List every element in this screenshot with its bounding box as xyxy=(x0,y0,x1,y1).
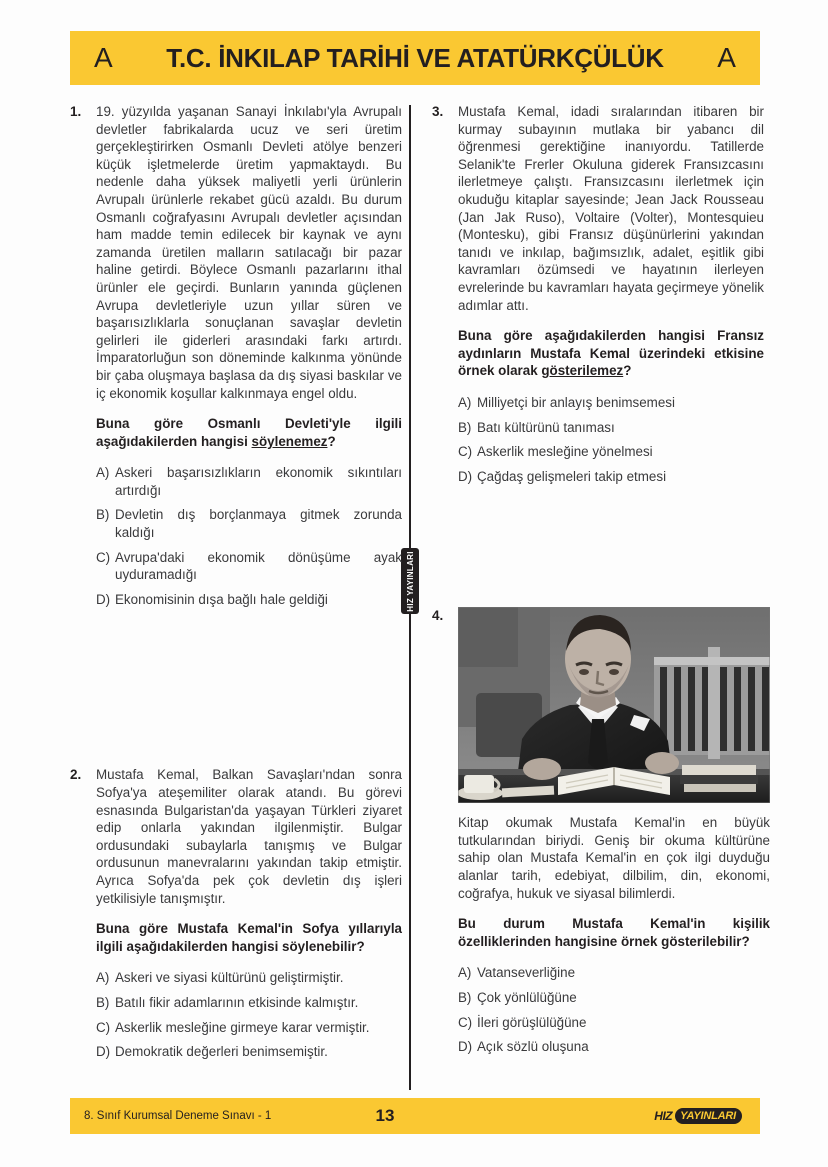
option-letter: C) xyxy=(96,1019,111,1035)
question-3-prompt-underlined: gösterilemez xyxy=(541,363,624,379)
question-3-prompt xyxy=(458,327,764,380)
option-text: Devletin dış borçlanmaya gitmek zorunda kaldığı xyxy=(115,507,402,541)
question-3-prompt-before: Buna göre aşağıdakilerden hangisi Fransız aydınların Mustafa Kemal üzerindeki etkisine örnek olarak xyxy=(458,328,764,379)
question-3-number: 3. xyxy=(432,104,444,119)
option-text: Askeri başarısızlıkların ekonomik sıkıntıları artırdığı xyxy=(115,465,402,498)
question-3-prompt-after: ? xyxy=(623,363,632,379)
question-3-option-b[interactable] xyxy=(458,419,764,437)
option-letter: A) xyxy=(458,394,472,410)
question-4-options xyxy=(458,964,770,1055)
option-text: Batılı fikir adamlarının etkisinde kalmıştır. xyxy=(115,994,359,1010)
option-text: Batı kültürünü tanıması xyxy=(477,419,615,435)
question-4-option-d[interactable] xyxy=(458,1038,770,1056)
question-1-passage: 19. yüzyılda yaşanan Sanayi İnkılabı'yla Avrupalı devletler fabrikalarda ucuz ve seri üretim gerçekleştirirken Osmanlı Devleti atölye benzeri küçük işletmelerde üretim yapmaktaydı. Bu nedenle daha yüksek maliyetli yerli ürünlerin Avrupalı ürünlerle rekabet gücü azaldı. Bu durum Osmanlı coğrafyasını Avrupalı devletler açısından ham madde temin edilecek bir kaynak ve aynı zamanda üretilen malların satılacağı bir pazar haline getirdi. Böylece Osmanlı pazarlarını ithal ürünler ele geçirdi. Bunların yanında güçlenen Avrupa devletleriyle uzun yıllar süren ve başarısızlıklarla sonuçlanan savaşlar devletin gelirleri ile giderleri arasındaki farkı artırdı. İmparatorluğun son döneminde kalkınma yönünde bir çaba oluşmaya başlasa da dış siyasi baskılar ve iç ekonomik koşullar kalkınmaya engel oldu. xyxy=(96,104,402,401)
option-letter: D) xyxy=(458,468,473,484)
option-text: Milliyetçi bir anlayış benimsemesi xyxy=(477,394,675,410)
question-2-option-c[interactable] xyxy=(96,1019,402,1037)
divider-publisher-logo xyxy=(401,548,419,614)
option-text: Avrupa'daki ekonomik dönüşüme ayak uyduramadığı xyxy=(115,549,402,583)
question-2-options xyxy=(96,969,402,1060)
question-1-option-b[interactable] xyxy=(96,506,402,541)
option-letter: C) xyxy=(458,444,473,460)
option-text: İleri görüşlülüğüne xyxy=(477,1014,587,1030)
question-3 xyxy=(432,103,764,485)
option-text: Demokratik değerleri benimsemiştir. xyxy=(115,1044,328,1060)
page-title: T.C. İNKILAP TARİHİ VE ATATÜRKÇÜLÜK xyxy=(166,42,664,73)
page-header xyxy=(70,31,760,85)
question-2 xyxy=(70,766,402,1060)
option-text: Vatanseverliğine xyxy=(477,965,576,981)
option-letter: A) xyxy=(96,970,110,986)
footer-logo-yayinlari: YAYINLARI xyxy=(675,1108,742,1124)
option-text: Askeri ve siyasi kültürünü geliştirmiştir. xyxy=(115,970,344,986)
question-3-options xyxy=(458,394,764,485)
question-1-number: 1. xyxy=(70,104,82,119)
option-letter: D) xyxy=(96,591,111,607)
option-letter: A) xyxy=(458,965,472,981)
question-1-options xyxy=(96,464,402,608)
question-4-number: 4. xyxy=(432,608,444,624)
question-4-passage: Kitap okumak Mustafa Kemal'in en büyük tutkularından biriydi. Geniş bir okuma kültürüne sahip olan Mustafa Kemal'in en çok ilgi duyduğu alanlar tarih, edebiyat, dilbilim, din, ekonomi, coğrafya, hukuk ve siyasal bilimlerdi. xyxy=(458,815,770,901)
footer-publisher-logo xyxy=(654,1108,742,1125)
question-1-prompt-before: Buna göre Osmanlı Devleti'yle ilgili aşağıdakilerden hangisi xyxy=(96,416,402,449)
question-2-option-d[interactable] xyxy=(96,1043,402,1061)
photo-illustration xyxy=(458,607,770,803)
question-2-prompt-before: Buna göre Mustafa Kemal'in Sofya yıllarıyla ilgili aşağıdakilerden hangisi söylenebilir? xyxy=(96,921,402,954)
question-1-prompt xyxy=(96,415,402,450)
divider-publisher-logo-text: HIZ YAYINLARI xyxy=(405,550,415,612)
option-letter: B) xyxy=(458,990,472,1006)
column-right xyxy=(432,103,770,1056)
header-booklet-letter-left: A xyxy=(94,42,113,73)
option-text: Askerlik mesleğine yönelmesi xyxy=(477,444,653,460)
option-letter: C) xyxy=(458,1014,473,1030)
question-3-option-c[interactable] xyxy=(458,443,764,461)
footer-exam-label: 8. Sınıf Kurumsal Deneme Sınavı - 1 xyxy=(84,1110,272,1122)
option-text: Çağdaş gelişmeleri takip etmesi xyxy=(477,468,667,484)
question-4-prompt xyxy=(458,915,770,950)
column-left xyxy=(70,103,402,1061)
question-3-passage: Mustafa Kemal, idadi sıralarından itibaren bir kurmay subayının mutlaka bir yabancı dil öğrenmesi gerektiğine inanıyordu. Tatillerde Selanik'te Frerler Okuluna giderek Fransızcasını ilerletmeye çalıştı. Fransızcasını ilerletmek için okuduğu kitaplar sayesinde; Jean Jack Rousseau (Jan Jak Ruso), Voltaire (Volter), Montesquieu (Montesku), gibi Fransız düşünürlerini yakından tanıdı ve inkılap, bağımsızlık, adalet, eşitlik gibi kavramları özümsedi ve hayatının ilerleyen evrelerinde bu kavramları hayata geçirmeye yönelik adımlar attı. xyxy=(458,104,764,313)
option-letter: C) xyxy=(96,549,111,565)
footer-page-number: 13 xyxy=(375,1106,395,1125)
question-4 xyxy=(432,607,770,1056)
header-booklet-letter-right: A xyxy=(717,42,736,73)
option-text: Çok yönlülüğüne xyxy=(477,990,577,1006)
question-2-passage: Mustafa Kemal, Balkan Savaşları'ndan sonra Sofya'ya ateşemiliter olarak atandı. Bu görevi esnasında Bulgaristan'da yaşayan Türkleri ziyaret edip onlarla yakından ilgilenmiştir. Bulgar ordusundaki subaylarla tanışmış ve Bulgar ordusunun manevralarını yakından takip etmiştir. Ayrıca Sofya'da pek çok devletin dış işleri yetkilisiyle tanışmıştır. xyxy=(96,767,402,906)
question-4-prompt-before: Bu durum Mustafa Kemal'in kişilik özelliklerinden hangisine örnek gösterilebilir? xyxy=(458,916,770,949)
question-1-prompt-after: ? xyxy=(327,433,336,449)
atatuerk-reading-photo xyxy=(458,607,770,803)
question-2-prompt xyxy=(96,920,402,955)
option-letter: A) xyxy=(96,465,110,481)
option-text: Ekonomisinin dışa bağlı hale geldiği xyxy=(115,591,328,607)
question-4-option-b[interactable] xyxy=(458,989,770,1007)
question-1 xyxy=(70,103,402,608)
question-1-prompt-underlined: söylenemez xyxy=(251,433,328,449)
question-2-number: 2. xyxy=(70,767,82,783)
question-4-option-a[interactable] xyxy=(458,964,770,982)
question-1-option-a[interactable] xyxy=(96,464,402,499)
option-text: Askerlik mesleğine girmeye karar vermiştir. xyxy=(115,1019,370,1035)
question-2-option-b[interactable] xyxy=(96,994,402,1012)
footer-logo-hiz: HIZ xyxy=(654,1109,673,1123)
option-text: Açık sözlü oluşuna xyxy=(477,1039,589,1055)
question-1-option-c[interactable] xyxy=(96,549,402,584)
question-3-option-a[interactable] xyxy=(458,394,764,412)
question-2-option-a[interactable] xyxy=(96,969,402,987)
option-letter: D) xyxy=(96,1044,111,1060)
question-3-option-d[interactable] xyxy=(458,468,764,486)
option-letter: D) xyxy=(458,1039,473,1055)
option-letter: B) xyxy=(458,419,472,435)
option-letter: B) xyxy=(96,994,110,1010)
page-footer xyxy=(70,1098,760,1134)
question-4-option-c[interactable] xyxy=(458,1014,770,1032)
question-1-option-d[interactable] xyxy=(96,591,402,609)
option-letter: B) xyxy=(96,507,110,523)
